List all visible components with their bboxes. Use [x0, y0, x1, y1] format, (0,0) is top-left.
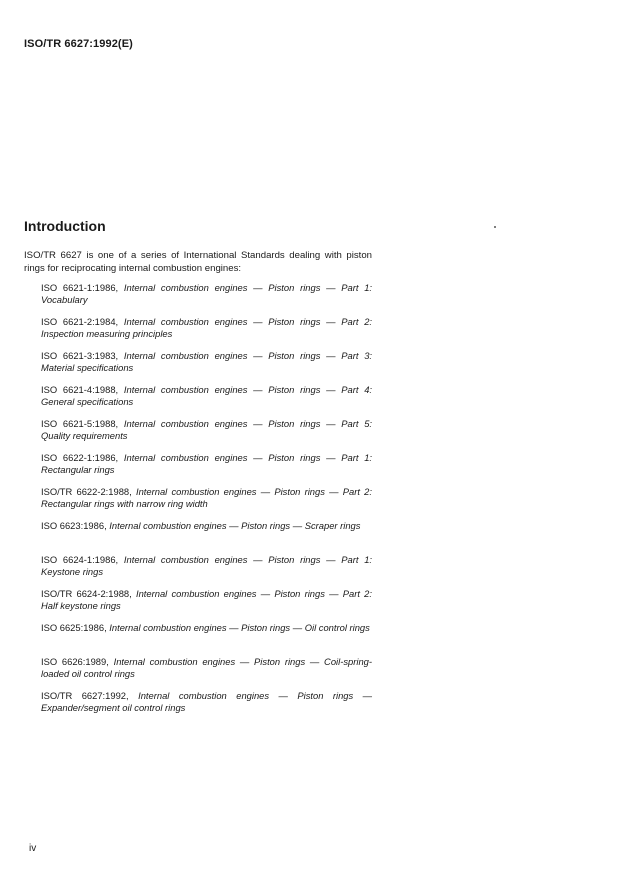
standard-ref: ISO 6622-1:1986, — [41, 452, 119, 463]
standard-title: Internal combustion engines — Piston rings — Coil-spring-loaded oil control rings — [41, 656, 372, 679]
list-item — [41, 418, 372, 452]
standard-ref: ISO 6625:1986, — [41, 622, 107, 633]
standard-ref: ISO 6624-1:1986, — [41, 554, 119, 565]
list-item — [41, 656, 372, 690]
standard-title: Internal combustion engines — Piston rings — Expander/segment oil control rings — [41, 690, 373, 713]
list-item — [41, 588, 372, 622]
standard-title: Internal combustion engines — Piston rings — Part 4: General specifications — [41, 384, 373, 407]
standard-title: Internal combustion engines — Piston rings — Scraper rings — [109, 520, 361, 531]
standard-title: Internal combustion engines — Piston rings — Part 3: Material specifications — [41, 350, 373, 373]
standard-title: Internal combustion engines — Piston rings — Part 1: Keystone rings — [41, 554, 373, 577]
standard-ref: ISO 6626:1989, — [41, 656, 109, 667]
section-title: Introduction — [24, 218, 106, 234]
list-item — [41, 350, 372, 384]
standard-title: Internal combustion engines — Piston rings — Part 1: Rectangular rings — [41, 452, 373, 475]
list-item — [41, 316, 372, 350]
list-item — [41, 282, 372, 316]
standard-ref: ISO 6621-1:1986, — [41, 282, 119, 293]
standard-ref: ISO 6621-5:1988, — [41, 418, 119, 429]
standard-ref: ISO/TR 6624-2:1988, — [41, 588, 132, 599]
list-item — [41, 622, 372, 656]
stray-mark — [494, 226, 496, 228]
intro-paragraph: ISO/TR 6627 is one of a series of International Standards dealing with piston rings for reciprocating internal combustion engines: — [24, 250, 372, 274]
list-item — [41, 520, 372, 554]
standard-title: Internal combustion engines — Piston rings — Part 2: Half keystone rings — [41, 588, 372, 611]
standard-title: Internal combustion engines — Piston rings — Part 1: Vocabulary — [41, 282, 373, 305]
standard-ref: ISO 6621-2:1984, — [41, 316, 119, 327]
standard-ref: ISO/TR 6627:1992, — [41, 690, 129, 701]
standard-ref: ISO 6621-4:1988, — [41, 384, 119, 395]
standard-title: Internal combustion engines — Piston rings — Part 5: Quality requirements — [41, 418, 373, 441]
standard-title: Internal combustion engines — Piston rings — Oil control rings — [109, 622, 370, 633]
standard-ref: ISO 6621-3:1983, — [41, 350, 119, 361]
standard-title: Internal combustion engines — Piston rings — Part 2: Rectangular rings with narrow ring width — [41, 486, 372, 509]
standard-title: Internal combustion engines — Piston rings — Part 2: Inspection measuring principles — [41, 316, 373, 339]
document-id-header: ISO/TR 6627:1992(E) — [24, 38, 133, 50]
standard-ref: ISO/TR 6622-2:1988, — [41, 486, 132, 497]
list-item — [41, 452, 372, 486]
list-item — [41, 554, 372, 588]
list-item — [41, 690, 372, 724]
list-item — [41, 384, 372, 418]
standard-ref: ISO 6623:1986, — [41, 520, 107, 531]
list-item — [41, 486, 372, 520]
reference-list — [41, 282, 372, 724]
page-number: iv — [29, 843, 37, 854]
